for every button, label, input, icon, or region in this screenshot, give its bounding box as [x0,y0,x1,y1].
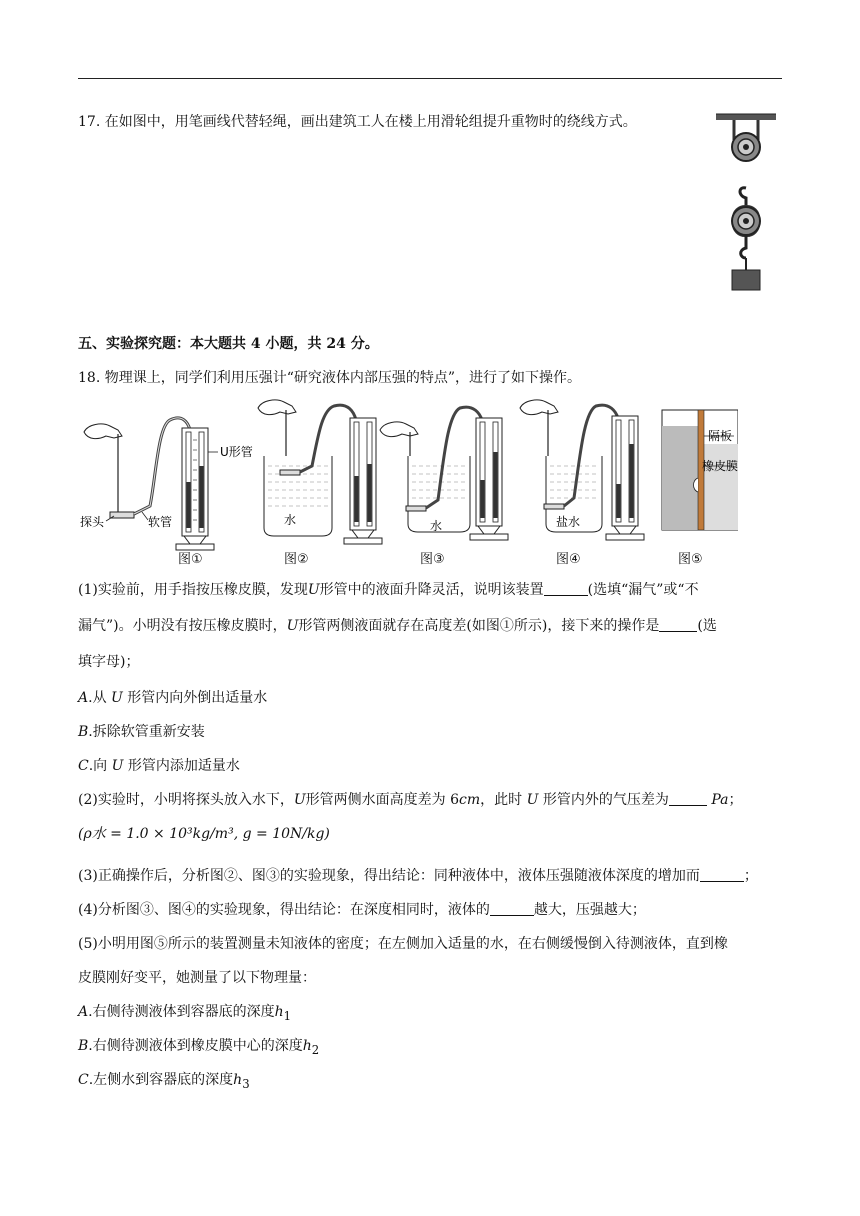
section-title: 五、实验探究题：本大题共 4 小题，共 24 分。 [78,336,379,352]
manometer-figures [78,396,738,572]
label-salt-water: 盐水 [556,515,581,529]
caption-fig2: 图② [284,552,309,567]
caption-fig4: 图④ [556,552,581,567]
figure-1-manometer [84,418,218,550]
caption-fig1: 图① [178,552,203,567]
label-probe: 探头 [80,515,105,529]
q18-intro: 18. 物理课上，同学们利用压强计“研究液体内部压强的特点”，进行了如下操作。 [78,370,582,386]
figure-3-manometer-water-deeper [380,407,508,540]
q18-part5-line1: (5)小明用图⑤所示的装置测量未知液体的密度；在左侧加入适量的水，在右侧缓慢倒入待测液体，直到橡 [78,936,728,952]
caption-fig5: 图⑤ [678,552,703,567]
measurement-c: C.左侧水到容器底的深度$h_3$ [78,1072,250,1091]
label-water-fig2: 水 [284,513,297,527]
answer-blank-2[interactable] [659,617,697,632]
q18-part1-line1: (1)实验前，用手指按压橡皮膜，发现U形管中的液面升降灵活，说明该装置 (选填“漏气”或“不 [78,582,699,598]
measurement-a: A.右侧待测液体到容器底的深度$h_1$ [78,1004,292,1023]
q18-part1-line3: 填字母)； [78,654,140,670]
caption-fig3: 图③ [420,552,445,567]
label-hose: 软管 [148,515,173,529]
label-partition: 隔板 [707,429,732,443]
q18-part3: (3)正确操作后，分析图②、图③的实验现象，得出结论：同种液体中，液体压强随液体深度的增加而 ； [78,868,758,884]
label-water-fig3: 水 [430,519,443,533]
answer-blank-3[interactable] [669,791,707,806]
q17-text: 17. 在如图中，用笔画线代替轻绳，画出建筑工人在楼上用滑轮组提升重物时的绕线方式。 [78,114,637,130]
q18-part2-given: (ρ水 = 1.0 × 10³kg/m³, g = 10N/kg) [78,826,330,842]
figure-4-manometer-salt-water [520,400,644,540]
q18-part2: (2)实验时，小明将探头放入水下，U形管两侧水面高度差为 6cm，此时 U 形管内外的气压差为 Pa； [78,792,743,808]
q18-part1-line2: 漏气”)。小明没有按压橡皮膜时，U形管两侧液面就存在高度差(如图①所示)，接下来的操作是 (选 [78,618,717,634]
option-b: B.拆除软管重新安装 [78,724,205,740]
measurement-b: B.右侧待测液体到橡皮膜中心的深度$h_2$ [78,1038,320,1057]
answer-blank-5[interactable] [490,901,534,916]
option-c: C.向 U 形管内添加适量水 [78,758,240,774]
answer-blank-1[interactable] [544,581,588,596]
q18-part5-line2: 皮膜刚好变平，她测量了以下物理量： [78,970,316,986]
option-a: A.从 U 形管内向外倒出适量水 [78,690,268,706]
figure-2-manometer-water [258,400,382,544]
q18-part4: (4)分析图③、图④的实验现象，得出结论：在深度相同时，液体的 越大，压强越大； [78,902,646,918]
header-rule [78,78,782,79]
answer-blank-4[interactable] [700,867,744,882]
label-u-tube: U形管 [220,445,253,459]
pulley-system-figure [712,110,782,292]
label-membrane: 橡皮膜 [701,459,738,473]
